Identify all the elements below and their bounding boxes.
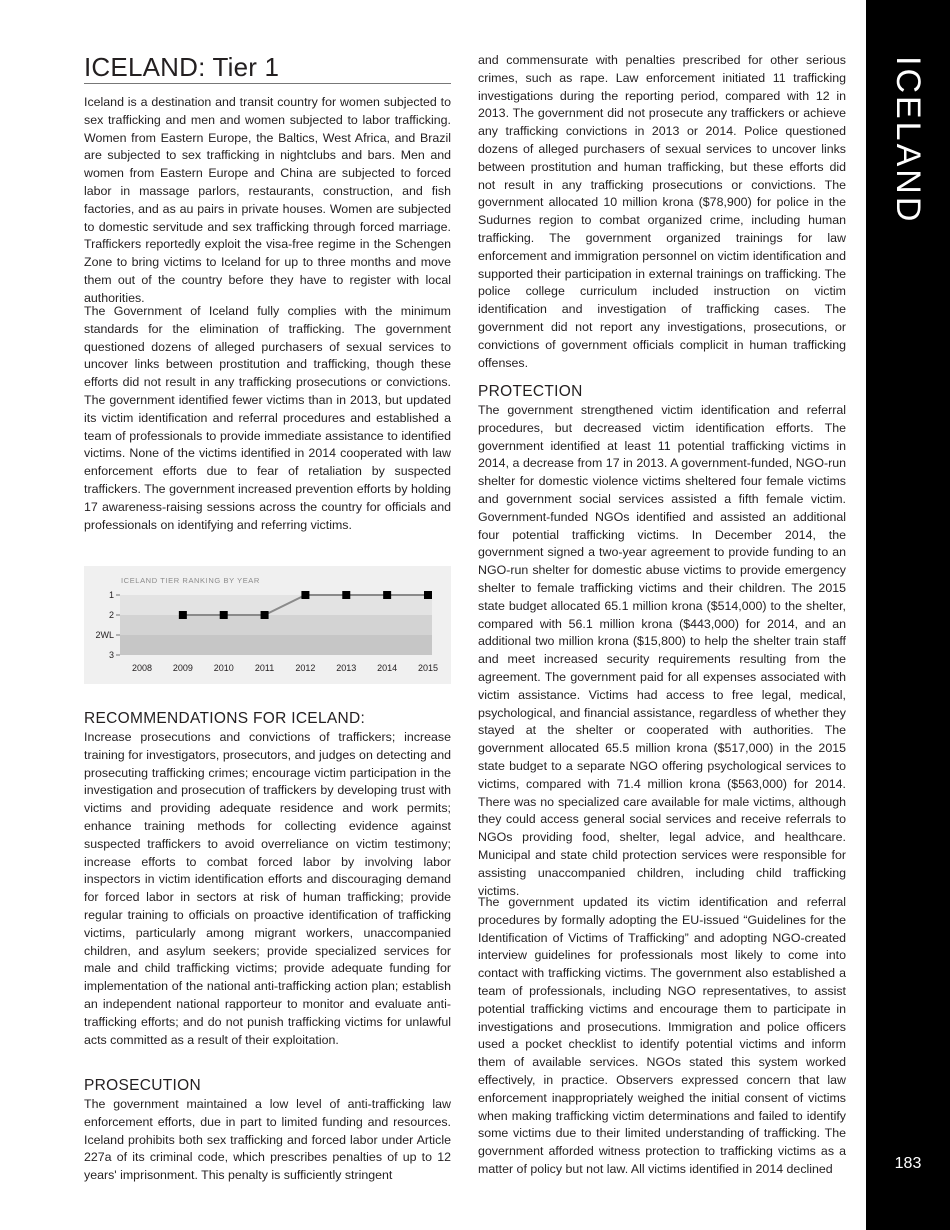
x-tick-label: 2009 (172, 663, 193, 673)
x-tick-label: 2013 (336, 663, 357, 673)
protection-paragraph-2: The government updated its victim identification and referral procedures by formally adopting the EU-issued “Guidelines for the Identification of Victims of Trafficking” and adopting NGO-created interview guidelines for professionals most likely to come into contact with trafficking victims. The government also established a team of professionals, including NGO representatives, to assist potential trafficking victims and encourage them to participate in investigations and prosecutions. Immigration and police officers used a pocket checklist to identify potential victims and inform them of available services. NGOs stated this system worked effectively, in practice. Observers expressed concern that law enforcement inappropriately weighed the initial consent of victims when making trafficking victim determinations and failed to identify some victims due to their limited understanding of trafficking. The government afforded witness protection to trafficking victims as a matter of policy but not law. All victims identified in 2014 declined (478, 895, 846, 1176)
prosecution-heading: PROSECUTION (84, 1077, 201, 1094)
x-tick-label: 2012 (295, 663, 316, 673)
tier-ranking-point (220, 611, 228, 619)
country-sidebar (866, 0, 950, 1230)
x-tick-label: 2011 (254, 663, 275, 673)
intro-paragraph-1: Iceland is a destination and transit country for women subjected to sex trafficking and men and women subjected to labor trafficking. Women from Eastern Europe, the Baltics, West Africa, and Brazil are subjected to sex trafficking in nightclubs and bars. Men and women from Eastern Europe and China are subjected to forced labor in massage parlors, restaurants, construction, and fish factories, and as au pairs in private houses. Women are subjected to domestic servitude and sex trafficking through forced marriage. Traffickers reportedly exploit the visa-free regime in the Schengen Zone to bring victims to Iceland for up to three months and move them out of the country before they have to register with local authorities. (84, 95, 451, 305)
chart-title: ICELAND TIER RANKING BY YEAR (121, 576, 260, 585)
recommendations-heading: RECOMMENDATIONS FOR ICELAND: (84, 710, 366, 727)
y-tick-label: 2 (108, 610, 114, 620)
title-divider (84, 83, 451, 84)
tier-3-band (120, 635, 432, 655)
tier-ranking-point (179, 611, 187, 619)
tier-ranking-point (424, 591, 432, 599)
x-tick-label: 2008 (131, 663, 153, 673)
tier-2-band (120, 615, 432, 635)
protection-heading: PROTECTION (478, 383, 583, 400)
tier-ranking-chart-svg (84, 566, 451, 684)
intro-paragraph-2: The Government of Iceland fully complies with the minimum standards for the elimination of trafficking. The government questioned dozens of alleged purchasers of sexual services to uncover links between prostitution and trafficking, though these efforts did not result in any trafficking prosecutions or convictions. The government identified fewer victims than in 2013, but updated its victim identification and referral procedures and established a team of professionals to provide immediate assistance to identified victims. None of the victims identified in 2014 cooperated with law enforcement efforts due to fear of retaliation by suspected traffickers. The government increased prevention efforts by holding 17 awareness-raising sessions across the country for officials and professionals on identifying and referring victims. (84, 304, 451, 532)
tier-ranking-point (383, 591, 391, 599)
page-title: ICELAND: Tier 1 (84, 52, 280, 82)
sidebar-country-name: ICELAND (889, 56, 927, 225)
tier-ranking-point (342, 591, 350, 599)
x-tick-label: 2015 (417, 663, 439, 673)
recommendations-text: Increase prosecutions and convictions of traffickers; increase training for investigators, prosecutors, and judges on detecting and prosecuting trafficking crimes; encourage victim participation in the investigation and prosecution of traffickers by developing trust with victims and providing adequate residence and work permits; enhance training methods for collecting evidence against suspected traffickers to avoid overreliance on victim testimony; increase efforts to combat forced labor by involving labor inspectors in victim identification efforts and discouraging demand for forced labor in sectors at risk of human trafficking; provide regular training to officials on proactive identification of trafficking victims, particularly among migrant workers, unaccompanied children, and asylum seekers; provide specialized services for male and child trafficking victims; provide adequate funding for implementation of the national anti-trafficking action plan; establish an independent national rapporteur to monitor and evaluate anti-trafficking efforts; and do not punish trafficking victims for unlawful acts committed as a result of their exploitation. (84, 730, 451, 1047)
y-tick-label: 3 (108, 650, 114, 660)
tier-ranking-point (301, 591, 309, 599)
prosecution-text-continued: and commensurate with penalties prescribed for other serious crimes, such as rape. Law enforcement initiated 11 trafficking investigations during the reporting period, compared with 12 in 2013. The government did not prosecute any traffickers or achieve any trafficking convictions in 2013 or 2014. Police questioned dozens of alleged purchasers of sexual services to uncover links between prostitution and human trafficking, but these efforts did not result in any trafficking prosecutions or convictions. The government allocated 10 million krona ($78,900) for police in the Sudurnes region to combat organized crime, including human trafficking. The government organized trainings for law enforcement and immigration personnel on victim identification and supported their participation in external trainings on trafficking. The police college curriculum included instruction on victim identification and investigation of trafficking cases. The government did not report any investigations, prosecutions, or convictions of government officials complicit in human trafficking offenses. (478, 53, 846, 370)
x-tick-label: 2010 (213, 663, 234, 673)
tier-ranking-chart (84, 566, 451, 684)
y-tick-label: 2WL (95, 630, 114, 640)
page-number: 183 (894, 1155, 922, 1172)
x-tick-label: 2014 (377, 663, 398, 673)
y-tick-label: 1 (108, 590, 114, 600)
protection-paragraph-1: The government strengthened victim identification and referral procedures, but decreased victim identification efforts. The government identified at least 11 potential trafficking victims in 2014, a decrease from 17 in 2013. A government-funded, NGO-run shelter for domestic violence victims sheltered four female victims and government social services assisted a fifth female victim. Government-funded NGOs identified and assisted an additional four potential trafficking victims. In December 2014, the government signed a two-year agreement to provide funding to an NGO-run shelter for domestic abuse victims to provide emergency shelter to female trafficking victims and their children. The 2015 state budget allocated 65.1 million krona ($514,000) to the shelter, compared with 56.1 million krona ($443,000) for 2014, and an additional two million krona ($15,800) to help the shelter train staff and meet increased security requirements resulting from the agreement. The government paid for all expenses associated with victim assistance. Victims had access to free legal, medical, psychological, and financial assistance, regardless of whether they stayed at the shelter or cooperated with authorities. The government allocated 65.5 million krona ($517,000) in the 2015 state budget to a separate NGO offering psychological services to victims, compared with 71.4 million krona ($563,000) for 2014. There was no specialized care available for male victims, although they could access general social services and receive referrals to NGOs providing food, shelter, legal advice, and healthcare. Municipal and state child protection services were responsible for assisting unaccompanied children, including child trafficking victims. (478, 403, 846, 898)
tier-ranking-point (261, 611, 269, 619)
prosecution-text: The government maintained a low level of anti-trafficking law enforcement efforts, due in part to limited funding and resources. Iceland prohibits both sex trafficking and forced labor under Article 227a of its criminal code, which prescribes penalties of up to 12 years' imprisonment. This penalty is sufficiently stringent (84, 1097, 451, 1183)
